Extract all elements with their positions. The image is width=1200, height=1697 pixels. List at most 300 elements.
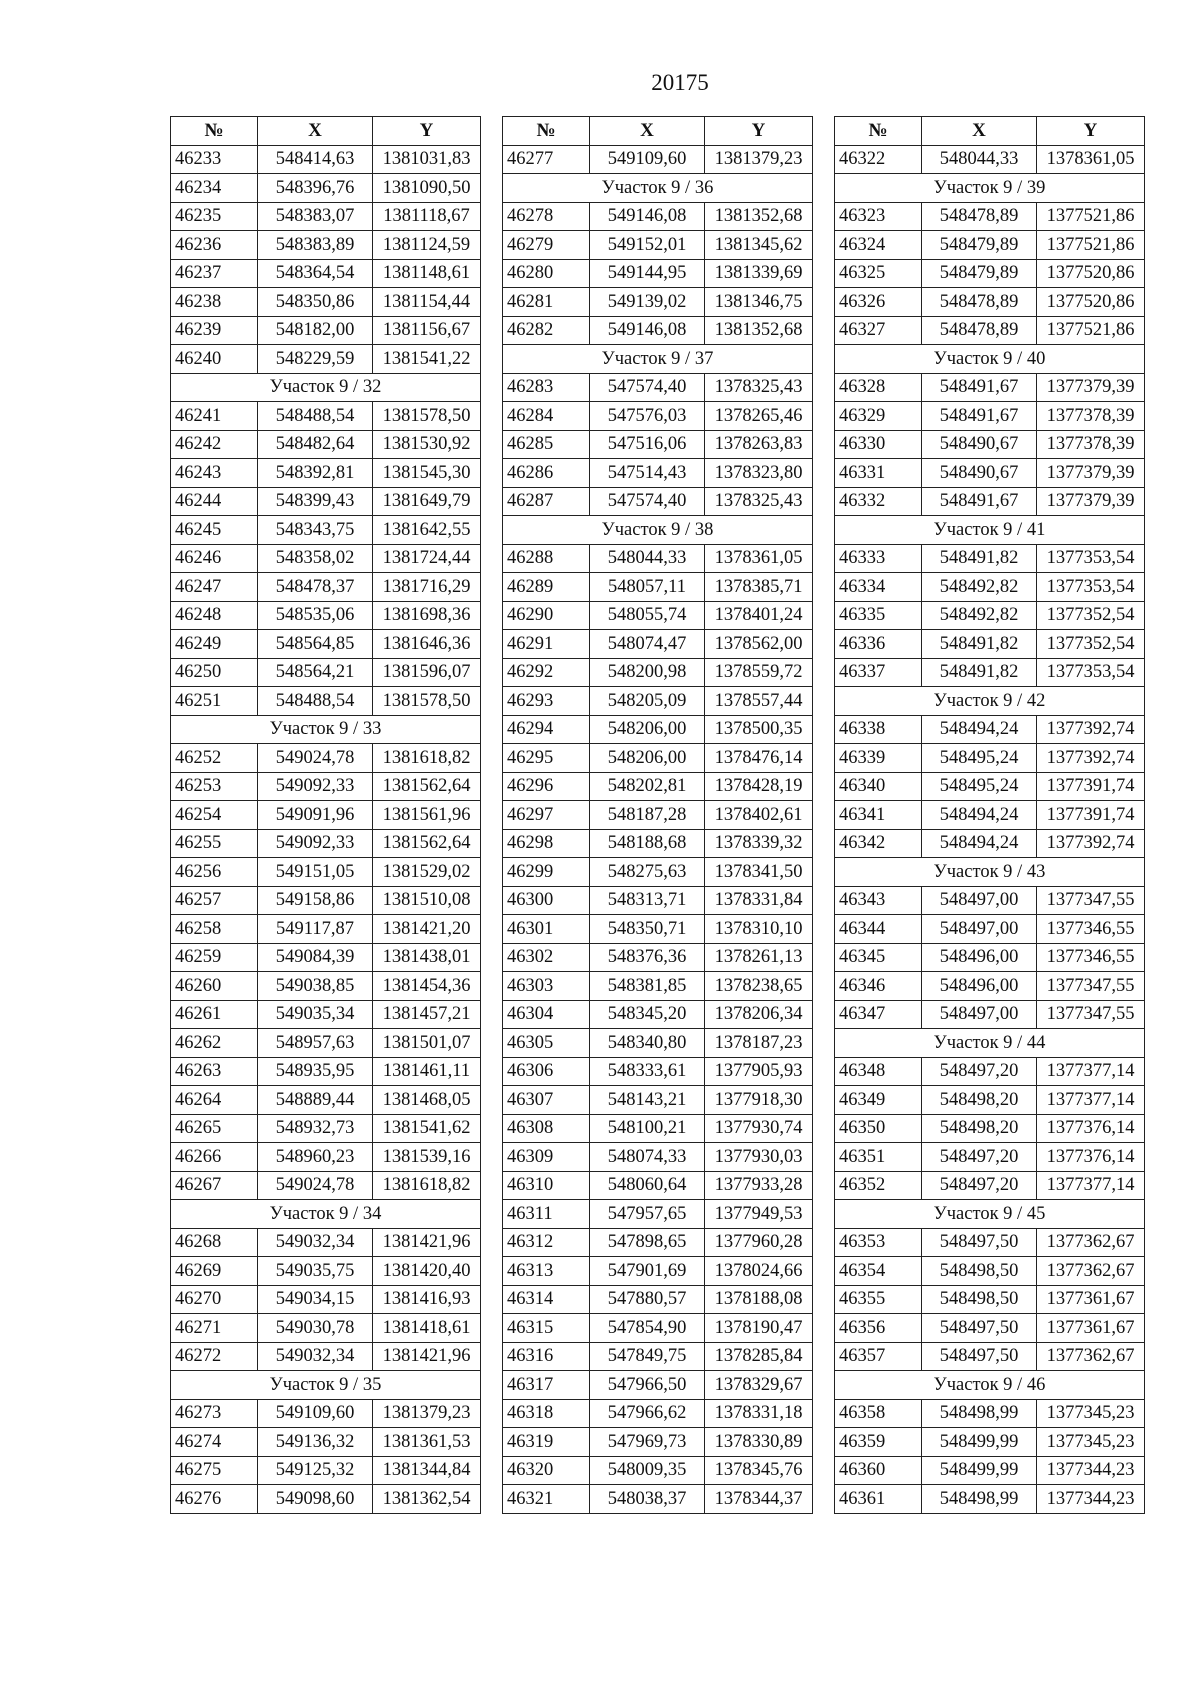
table-row: [171, 1257, 481, 1286]
x-coordinate-cell: 548057,11: [590, 573, 705, 602]
point-number-cell: 46277: [503, 145, 590, 174]
point-number-cell: 46264: [171, 1086, 258, 1115]
y-coordinate-cell: 1377520,86: [1037, 288, 1145, 317]
x-coordinate-cell: 549032,34: [258, 1342, 373, 1371]
table-row: [835, 430, 1145, 459]
y-coordinate-cell: 1378500,35: [705, 715, 813, 744]
x-coordinate-cell: 549158,86: [258, 886, 373, 915]
table-row: [171, 402, 481, 431]
point-number-cell: 46336: [835, 630, 922, 659]
table-row: [171, 487, 481, 516]
section-row: [835, 1029, 1145, 1058]
table-row: [835, 801, 1145, 830]
y-coordinate-cell: 1381362,54: [373, 1485, 481, 1514]
y-coordinate-cell: 1381416,93: [373, 1285, 481, 1314]
table-row: [503, 259, 813, 288]
y-coordinate-cell: 1378344,37: [705, 1485, 813, 1514]
x-coordinate-cell: 548383,89: [258, 231, 373, 260]
x-coordinate-cell: 548333,61: [590, 1057, 705, 1086]
y-coordinate-cell: 1381361,53: [373, 1428, 481, 1457]
table-row: [835, 1485, 1145, 1514]
y-coordinate-cell: 1381118,67: [373, 202, 481, 231]
table-row: [503, 1057, 813, 1086]
y-coordinate-cell: 1378557,44: [705, 687, 813, 716]
y-coordinate-cell: 1381031,83: [373, 145, 481, 174]
y-coordinate-cell: 1381457,21: [373, 1000, 481, 1029]
x-coordinate-cell: 547854,90: [590, 1314, 705, 1343]
y-coordinate-cell: 1377933,28: [705, 1171, 813, 1200]
section-row: [171, 373, 481, 402]
table-row: [503, 1114, 813, 1143]
table-row: [835, 972, 1145, 1001]
y-coordinate-cell: 1381345,62: [705, 231, 813, 260]
table-row: [503, 231, 813, 260]
x-coordinate-cell: 548498,50: [922, 1257, 1037, 1286]
point-number-cell: 46233: [171, 145, 258, 174]
x-coordinate-cell: 547514,43: [590, 459, 705, 488]
y-coordinate-cell: 1377345,23: [1037, 1428, 1145, 1457]
point-number-cell: 46276: [171, 1485, 258, 1514]
y-coordinate-cell: 1378331,18: [705, 1399, 813, 1428]
table-row: [835, 1314, 1145, 1343]
table-row: [171, 1485, 481, 1514]
y-coordinate-cell: 1381461,11: [373, 1057, 481, 1086]
table-row: [171, 1314, 481, 1343]
point-number-cell: 46320: [503, 1456, 590, 1485]
point-number-cell: 46340: [835, 772, 922, 801]
x-coordinate-cell: 548496,00: [922, 972, 1037, 1001]
y-coordinate-cell: 1377347,55: [1037, 886, 1145, 915]
point-number-cell: 46280: [503, 259, 590, 288]
point-number-cell: 46334: [835, 573, 922, 602]
table-row: [835, 715, 1145, 744]
x-coordinate-cell: 548038,37: [590, 1485, 705, 1514]
point-number-cell: 46321: [503, 1485, 590, 1514]
point-number-cell: 46347: [835, 1000, 922, 1029]
x-coordinate-cell: 548143,21: [590, 1086, 705, 1115]
x-coordinate-cell: 548188,68: [590, 829, 705, 858]
header-y: Y: [373, 117, 481, 146]
y-coordinate-cell: 1377930,03: [705, 1143, 813, 1172]
y-coordinate-cell: 1377521,86: [1037, 202, 1145, 231]
y-coordinate-cell: 1377352,54: [1037, 601, 1145, 630]
x-coordinate-cell: 548044,33: [590, 544, 705, 573]
x-coordinate-cell: 548497,00: [922, 1000, 1037, 1029]
x-coordinate-cell: 549117,87: [258, 915, 373, 944]
point-number-cell: 46294: [503, 715, 590, 744]
x-coordinate-cell: 548478,89: [922, 202, 1037, 231]
table-row: [503, 1257, 813, 1286]
section-row: [835, 858, 1145, 887]
point-number-cell: 46313: [503, 1257, 590, 1286]
y-coordinate-cell: 1378190,47: [705, 1314, 813, 1343]
x-coordinate-cell: 549146,08: [590, 316, 705, 345]
table-row: [503, 573, 813, 602]
point-number-cell: 46250: [171, 658, 258, 687]
point-number-cell: 46322: [835, 145, 922, 174]
point-number-cell: 46237: [171, 259, 258, 288]
y-coordinate-cell: 1381501,07: [373, 1029, 481, 1058]
x-coordinate-cell: 548499,99: [922, 1428, 1037, 1457]
y-coordinate-cell: 1381124,59: [373, 231, 481, 260]
y-coordinate-cell: 1381541,22: [373, 345, 481, 374]
table-row: [503, 402, 813, 431]
y-coordinate-cell: 1381562,64: [373, 772, 481, 801]
x-coordinate-cell: 549152,01: [590, 231, 705, 260]
section-row: [171, 1371, 481, 1400]
x-coordinate-cell: 548399,43: [258, 487, 373, 516]
point-number-cell: 46248: [171, 601, 258, 630]
point-number-cell: 46352: [835, 1171, 922, 1200]
point-number-cell: 46293: [503, 687, 590, 716]
y-coordinate-cell: 1381421,20: [373, 915, 481, 944]
table-row: [503, 288, 813, 317]
y-coordinate-cell: 1377353,54: [1037, 573, 1145, 602]
section-row: [835, 345, 1145, 374]
point-number-cell: 46265: [171, 1114, 258, 1143]
y-coordinate-cell: 1378323,80: [705, 459, 813, 488]
point-number-cell: 46296: [503, 772, 590, 801]
x-coordinate-cell: 548206,00: [590, 744, 705, 773]
x-coordinate-cell: 548495,24: [922, 744, 1037, 773]
table-row: [503, 1371, 813, 1400]
point-number-cell: 46235: [171, 202, 258, 231]
x-coordinate-cell: 549151,05: [258, 858, 373, 887]
point-number-cell: 46351: [835, 1143, 922, 1172]
y-coordinate-cell: 1378330,89: [705, 1428, 813, 1457]
point-number-cell: 46285: [503, 430, 590, 459]
table-row: [835, 658, 1145, 687]
table-row: [503, 1029, 813, 1058]
x-coordinate-cell: 548497,50: [922, 1314, 1037, 1343]
x-coordinate-cell: 548488,54: [258, 402, 373, 431]
x-coordinate-cell: 548491,67: [922, 402, 1037, 431]
y-coordinate-cell: 1381578,50: [373, 402, 481, 431]
header-number: №: [503, 117, 590, 146]
y-coordinate-cell: 1377346,55: [1037, 915, 1145, 944]
table-row: [171, 1029, 481, 1058]
y-coordinate-cell: 1381618,82: [373, 1171, 481, 1200]
table-row: [835, 1086, 1145, 1115]
x-coordinate-cell: 547957,65: [590, 1200, 705, 1229]
point-number-cell: 46329: [835, 402, 922, 431]
x-coordinate-cell: 548350,86: [258, 288, 373, 317]
section-title: Участок 9 / 44: [835, 1029, 1145, 1058]
point-number-cell: 46257: [171, 886, 258, 915]
point-number-cell: 46331: [835, 459, 922, 488]
table-row: [503, 1342, 813, 1371]
header-number: №: [835, 117, 922, 146]
x-coordinate-cell: 548535,06: [258, 601, 373, 630]
table-row: [171, 943, 481, 972]
point-number-cell: 46303: [503, 972, 590, 1001]
point-number-cell: 46244: [171, 487, 258, 516]
x-coordinate-cell: 548396,76: [258, 174, 373, 203]
x-coordinate-cell: 549146,08: [590, 202, 705, 231]
point-number-cell: 46283: [503, 373, 590, 402]
table-row: [171, 601, 481, 630]
section-row: [835, 1200, 1145, 1229]
y-coordinate-cell: 1378024,66: [705, 1257, 813, 1286]
table-row: [171, 516, 481, 545]
y-coordinate-cell: 1377352,54: [1037, 630, 1145, 659]
y-coordinate-cell: 1381529,02: [373, 858, 481, 887]
table-row: [171, 145, 481, 174]
table-row: [171, 744, 481, 773]
y-coordinate-cell: 1378361,05: [1037, 145, 1145, 174]
section-row: [835, 174, 1145, 203]
table-row: [835, 487, 1145, 516]
point-number-cell: 46298: [503, 829, 590, 858]
table-row: [171, 288, 481, 317]
table-row: [171, 1399, 481, 1428]
table-row: [503, 772, 813, 801]
x-coordinate-cell: 548496,00: [922, 943, 1037, 972]
y-coordinate-cell: 1377347,55: [1037, 972, 1145, 1001]
x-coordinate-cell: 548491,82: [922, 544, 1037, 573]
section-title: Участок 9 / 38: [503, 516, 813, 545]
section-row: [503, 345, 813, 374]
x-coordinate-cell: 548182,00: [258, 316, 373, 345]
coordinates-table-2: [502, 116, 813, 1514]
y-coordinate-cell: 1381716,29: [373, 573, 481, 602]
x-coordinate-cell: 548206,00: [590, 715, 705, 744]
point-number-cell: 46256: [171, 858, 258, 887]
table-row: [835, 1428, 1145, 1457]
x-coordinate-cell: 549038,85: [258, 972, 373, 1001]
table-row: [503, 972, 813, 1001]
x-coordinate-cell: 549109,60: [590, 145, 705, 174]
y-coordinate-cell: 1377362,67: [1037, 1257, 1145, 1286]
table-row: [835, 943, 1145, 972]
y-coordinate-cell: 1378285,84: [705, 1342, 813, 1371]
x-coordinate-cell: 548381,85: [590, 972, 705, 1001]
point-number-cell: 46312: [503, 1228, 590, 1257]
y-coordinate-cell: 1381510,08: [373, 886, 481, 915]
table-row: [503, 858, 813, 887]
x-coordinate-cell: 549084,39: [258, 943, 373, 972]
point-number-cell: 46344: [835, 915, 922, 944]
table-row: [503, 943, 813, 972]
y-coordinate-cell: 1381148,61: [373, 259, 481, 288]
y-coordinate-cell: 1381418,61: [373, 1314, 481, 1343]
x-coordinate-cell: 547574,40: [590, 487, 705, 516]
y-coordinate-cell: 1381379,23: [373, 1399, 481, 1428]
table-row: [503, 1086, 813, 1115]
point-number-cell: 46333: [835, 544, 922, 573]
x-coordinate-cell: 549030,78: [258, 1314, 373, 1343]
y-coordinate-cell: 1381421,96: [373, 1228, 481, 1257]
point-number-cell: 46346: [835, 972, 922, 1001]
y-coordinate-cell: 1378428,19: [705, 772, 813, 801]
table-row: [171, 858, 481, 887]
table-row: [503, 1143, 813, 1172]
table-row: [835, 1000, 1145, 1029]
table-row: [503, 658, 813, 687]
y-coordinate-cell: 1381156,67: [373, 316, 481, 345]
x-coordinate-cell: 549139,02: [590, 288, 705, 317]
header-x: X: [922, 117, 1037, 146]
point-number-cell: 46254: [171, 801, 258, 830]
table-row: [835, 544, 1145, 573]
table-row: [835, 231, 1145, 260]
x-coordinate-cell: 548490,67: [922, 459, 1037, 488]
y-coordinate-cell: 1377930,74: [705, 1114, 813, 1143]
table-row: [503, 1399, 813, 1428]
point-number-cell: 46268: [171, 1228, 258, 1257]
x-coordinate-cell: 549024,78: [258, 744, 373, 773]
table-row: [171, 630, 481, 659]
table-row: [503, 1171, 813, 1200]
y-coordinate-cell: 1377353,54: [1037, 544, 1145, 573]
x-coordinate-cell: 548229,59: [258, 345, 373, 374]
table-row: [171, 202, 481, 231]
x-coordinate-cell: 548482,64: [258, 430, 373, 459]
y-coordinate-cell: 1378238,65: [705, 972, 813, 1001]
point-number-cell: 46350: [835, 1114, 922, 1143]
point-number-cell: 46255: [171, 829, 258, 858]
y-coordinate-cell: 1381154,44: [373, 288, 481, 317]
x-coordinate-cell: 548044,33: [922, 145, 1037, 174]
table-row: [503, 715, 813, 744]
x-coordinate-cell: 548009,35: [590, 1456, 705, 1485]
x-coordinate-cell: 548960,23: [258, 1143, 373, 1172]
y-coordinate-cell: 1381561,96: [373, 801, 481, 830]
x-coordinate-cell: 548364,54: [258, 259, 373, 288]
x-coordinate-cell: 548478,89: [922, 316, 1037, 345]
point-number-cell: 46353: [835, 1228, 922, 1257]
y-coordinate-cell: 1378562,00: [705, 630, 813, 659]
point-number-cell: 46332: [835, 487, 922, 516]
y-coordinate-cell: 1381545,30: [373, 459, 481, 488]
point-number-cell: 46234: [171, 174, 258, 203]
x-coordinate-cell: 548497,20: [922, 1057, 1037, 1086]
point-number-cell: 46341: [835, 801, 922, 830]
y-coordinate-cell: 1377379,39: [1037, 487, 1145, 516]
x-coordinate-cell: 547969,73: [590, 1428, 705, 1457]
table-row: [503, 1228, 813, 1257]
x-coordinate-cell: 549035,75: [258, 1257, 373, 1286]
section-title: Участок 9 / 42: [835, 687, 1145, 716]
y-coordinate-cell: 1377392,74: [1037, 715, 1145, 744]
table-body: [171, 145, 481, 1513]
table-row: [835, 1257, 1145, 1286]
y-coordinate-cell: 1377905,93: [705, 1057, 813, 1086]
table-row: [171, 1456, 481, 1485]
point-number-cell: 46337: [835, 658, 922, 687]
point-number-cell: 46297: [503, 801, 590, 830]
table-row: [835, 1171, 1145, 1200]
x-coordinate-cell: 547576,03: [590, 402, 705, 431]
table-row: [835, 630, 1145, 659]
x-coordinate-cell: 548100,21: [590, 1114, 705, 1143]
y-coordinate-cell: 1381642,55: [373, 516, 481, 545]
section-title: Участок 9 / 37: [503, 345, 813, 374]
point-number-cell: 46261: [171, 1000, 258, 1029]
point-number-cell: 46317: [503, 1371, 590, 1400]
x-coordinate-cell: 547898,65: [590, 1228, 705, 1257]
x-coordinate-cell: 548564,21: [258, 658, 373, 687]
header-y: Y: [705, 117, 813, 146]
point-number-cell: 46307: [503, 1086, 590, 1115]
x-coordinate-cell: 548275,63: [590, 858, 705, 887]
section-title: Участок 9 / 39: [835, 174, 1145, 203]
y-coordinate-cell: 1381454,36: [373, 972, 481, 1001]
y-coordinate-cell: 1377521,86: [1037, 316, 1145, 345]
y-coordinate-cell: 1377949,53: [705, 1200, 813, 1229]
point-number-cell: 46286: [503, 459, 590, 488]
point-number-cell: 46258: [171, 915, 258, 944]
point-number-cell: 46240: [171, 345, 258, 374]
x-coordinate-cell: 548313,71: [590, 886, 705, 915]
point-number-cell: 46274: [171, 1428, 258, 1457]
x-coordinate-cell: 548074,47: [590, 630, 705, 659]
y-coordinate-cell: 1377521,86: [1037, 231, 1145, 260]
y-coordinate-cell: 1377353,54: [1037, 658, 1145, 687]
table-row: [835, 288, 1145, 317]
y-coordinate-cell: 1378206,34: [705, 1000, 813, 1029]
y-coordinate-cell: 1378263,83: [705, 430, 813, 459]
y-coordinate-cell: 1378402,61: [705, 801, 813, 830]
y-coordinate-cell: 1381646,36: [373, 630, 481, 659]
point-number-cell: 46267: [171, 1171, 258, 1200]
table-row: [171, 1285, 481, 1314]
point-number-cell: 46295: [503, 744, 590, 773]
section-row: [171, 715, 481, 744]
x-coordinate-cell: 548498,99: [922, 1485, 1037, 1514]
point-number-cell: 46291: [503, 630, 590, 659]
header-x: X: [590, 117, 705, 146]
table-row: [835, 1057, 1145, 1086]
point-number-cell: 46252: [171, 744, 258, 773]
coordinates-table-3: [834, 116, 1145, 1514]
point-number-cell: 46260: [171, 972, 258, 1001]
table-row: [503, 487, 813, 516]
y-coordinate-cell: 1377377,14: [1037, 1086, 1145, 1115]
point-number-cell: 46349: [835, 1086, 922, 1115]
x-coordinate-cell: 548060,64: [590, 1171, 705, 1200]
table-row: [503, 1428, 813, 1457]
section-title: Участок 9 / 46: [835, 1371, 1145, 1400]
point-number-cell: 46288: [503, 544, 590, 573]
point-number-cell: 46249: [171, 630, 258, 659]
x-coordinate-cell: 549109,60: [258, 1399, 373, 1428]
table-row: [503, 430, 813, 459]
table-row: [503, 915, 813, 944]
x-coordinate-cell: 548495,24: [922, 772, 1037, 801]
table-header-row: [503, 117, 813, 146]
x-coordinate-cell: 547966,62: [590, 1399, 705, 1428]
x-coordinate-cell: 549034,15: [258, 1285, 373, 1314]
table-row: [171, 459, 481, 488]
table-row: [835, 829, 1145, 858]
header-y: Y: [1037, 117, 1145, 146]
y-coordinate-cell: 1381698,36: [373, 601, 481, 630]
point-number-cell: 46270: [171, 1285, 258, 1314]
table-row: [835, 1285, 1145, 1314]
x-coordinate-cell: 548491,82: [922, 658, 1037, 687]
table-row: [503, 1485, 813, 1514]
y-coordinate-cell: 1378401,24: [705, 601, 813, 630]
table-header-row: [171, 117, 481, 146]
table-row: [503, 544, 813, 573]
x-coordinate-cell: 549125,32: [258, 1456, 373, 1485]
x-coordinate-cell: 549091,96: [258, 801, 373, 830]
table-row: [503, 601, 813, 630]
table-row: [171, 544, 481, 573]
x-coordinate-cell: 548055,74: [590, 601, 705, 630]
x-coordinate-cell: 548491,82: [922, 630, 1037, 659]
